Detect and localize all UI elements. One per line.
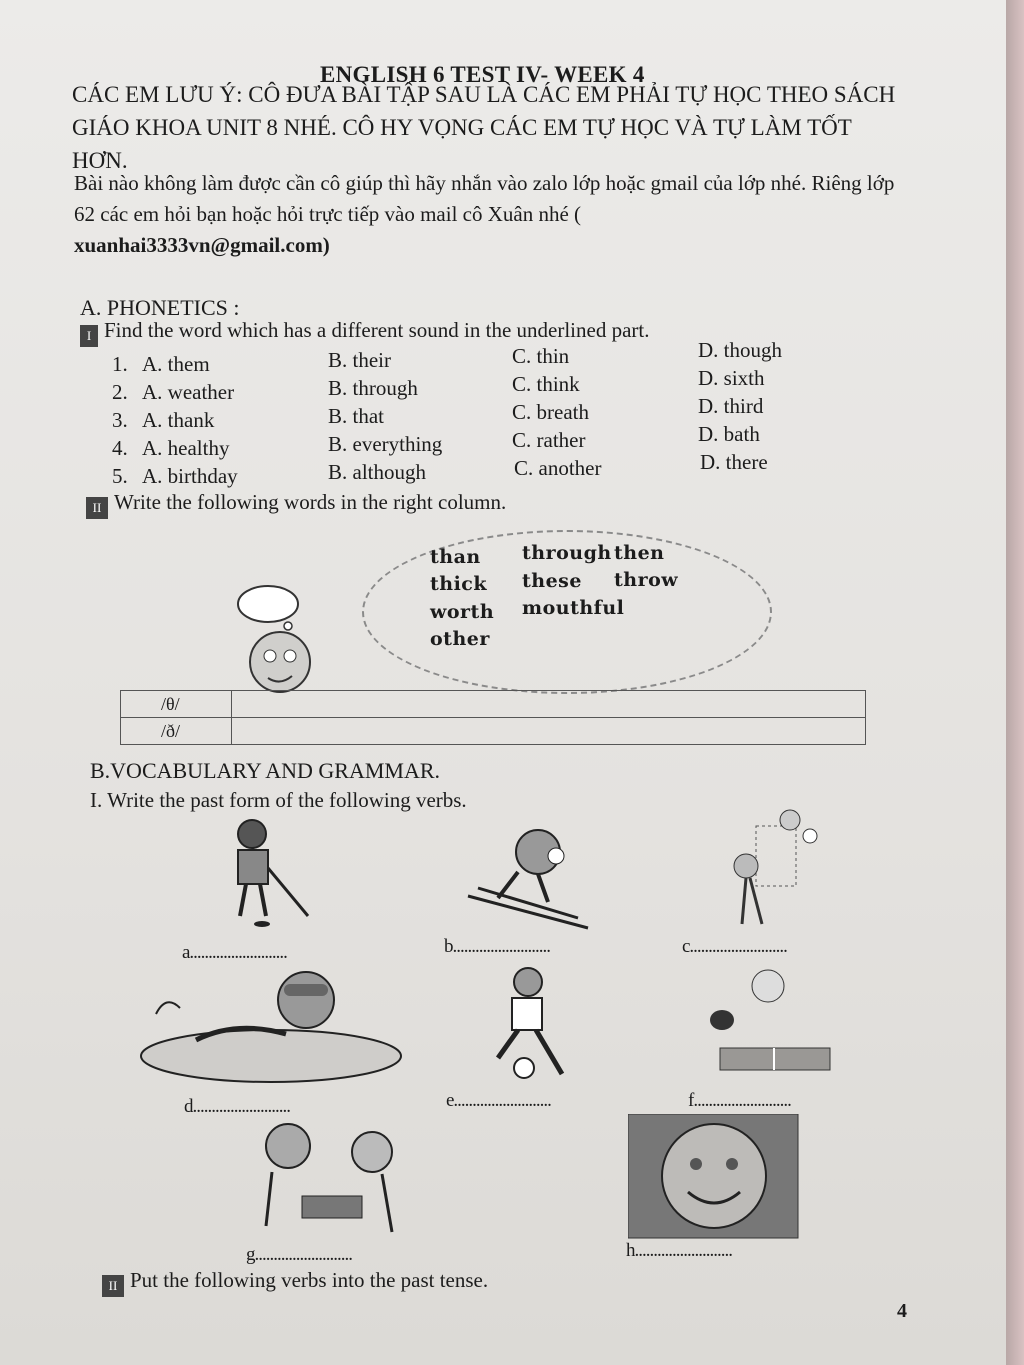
worksheet-title: ENGLISH 6 TEST IV- WEEK 4 <box>320 62 645 87</box>
sound-eth: /ð/ <box>121 718 232 745</box>
q2-option-a: A. weather <box>142 380 235 404</box>
swimmer-illustration <box>136 964 406 1092</box>
answer-cell-theta[interactable] <box>232 691 866 718</box>
q2-option-d: D. sixth <box>698 366 765 390</box>
q3-option-c: C. breath <box>512 400 589 424</box>
q1-option-d: D. though <box>698 338 782 362</box>
teacher-email: xuanhai3333vn@gmail.com) <box>74 233 330 257</box>
word-throw: throw <box>614 569 679 591</box>
football-player-illustration <box>478 962 588 1086</box>
thinking-face-illustration <box>228 582 328 694</box>
q5-option-c: C. another <box>514 456 602 480</box>
q3-num: 3. <box>112 408 128 432</box>
table-tennis-illustration <box>704 960 838 1082</box>
past-tense-instruction <box>102 1268 488 1297</box>
word-worth: worth <box>430 601 495 623</box>
answer-cell-eth[interactable] <box>232 718 866 745</box>
volleyball-players-illustration <box>706 806 826 932</box>
q5-num: 5. <box>112 464 128 488</box>
table-row <box>121 718 866 745</box>
q4-option-b: B. everything <box>328 432 443 456</box>
blank-c[interactable]: c.......................... <box>682 936 787 957</box>
q2-option-c: C. think <box>512 372 580 396</box>
q3-option-b: B. that <box>328 404 384 428</box>
blank-a[interactable]: a.......................... <box>182 942 287 963</box>
q1-option-b: B. their <box>328 348 391 372</box>
blank-f[interactable]: f.......................... <box>688 1090 791 1111</box>
q1-option-c: C. thin <box>512 344 570 368</box>
teacher-message <box>74 168 914 261</box>
q3-option-d: D. third <box>698 394 764 418</box>
part2-instruction-text: Write the following words in the right column. <box>114 490 507 514</box>
sound-table <box>120 690 866 745</box>
q4-num: 4. <box>112 436 128 460</box>
blank-h[interactable]: h.......................... <box>626 1240 732 1261</box>
word-than: than <box>430 546 481 568</box>
word-through: through <box>522 542 612 564</box>
q3-option-a: A. thank <box>142 408 215 432</box>
table-row <box>121 691 866 718</box>
q2-num: 2. <box>112 380 128 404</box>
word-thick: thick <box>430 573 488 595</box>
word-then: then <box>614 542 665 564</box>
q1-option-a: A. them <box>142 352 210 376</box>
q2-option-b: B. through <box>328 376 418 400</box>
part-b2-numeral: II <box>102 1275 124 1297</box>
sound-theta: /θ/ <box>121 691 232 718</box>
skier-illustration <box>458 812 598 932</box>
puzzle-illustration <box>628 1114 800 1240</box>
blank-e[interactable]: e.......................... <box>446 1090 551 1111</box>
children-chess-illustration <box>252 1116 412 1244</box>
q5-option-b: B. although <box>328 460 426 484</box>
teacher-note-text: CÁC EM LƯU Ý: CÔ ĐƯA BÀI TẬP SAU LÀ CÁC EM PHẢI TỰ HỌC THEO SÁCH GIÁO KHOA UNIT 8 NHÉ. CÔ HY VỌNG CÁC EM TỰ HỌC VÀ TỰ LÀM TỐT HƠN. <box>72 82 896 173</box>
page-number: 4 <box>897 1300 907 1322</box>
past-form-instruction: I. Write the past form of the following verbs. <box>90 788 467 812</box>
word-these: these <box>522 570 582 592</box>
teacher-message-text: Bài nào không làm được cần cô giúp thì hãy nhắn vào zalo lớp hoặc gmail của lớp nhé. Riêng lớp 62 các em hỏi bạn hoặc hỏi trực tiếp vào mail cô Xuân nhé ( <box>74 171 895 226</box>
past-tense-instruction-text: Put the following verbs into the past tense. <box>130 1268 489 1292</box>
q1-num: 1. <box>112 352 128 376</box>
q5-option-d: D. there <box>700 450 768 474</box>
hockey-player-illustration <box>212 816 322 930</box>
part1-numeral: I <box>80 325 98 347</box>
part1-instruction-text: Find the word which has a different sound in the underlined part. <box>104 318 650 342</box>
word-other: other <box>430 628 490 650</box>
part2-numeral: II <box>86 497 108 519</box>
word-mouthful: mouthful <box>522 597 625 619</box>
q4-option-a: A. healthy <box>142 436 230 460</box>
blank-g[interactable]: g.......................... <box>246 1244 352 1265</box>
blank-b[interactable]: b.......................... <box>444 936 550 957</box>
part2-instruction <box>86 490 506 519</box>
blank-d[interactable]: d.......................... <box>184 1096 290 1117</box>
q4-option-c: C. rather <box>512 428 586 452</box>
q4-option-d: D. bath <box>698 422 760 446</box>
section-b-heading: B.VOCABULARY AND GRAMMAR. <box>90 758 441 783</box>
teacher-note <box>72 78 912 177</box>
page-edge <box>1006 0 1024 1365</box>
section-a-heading: A. PHONETICS : <box>80 295 240 320</box>
part1-instruction <box>80 318 650 347</box>
q5-option-a: A. birthday <box>142 464 238 488</box>
